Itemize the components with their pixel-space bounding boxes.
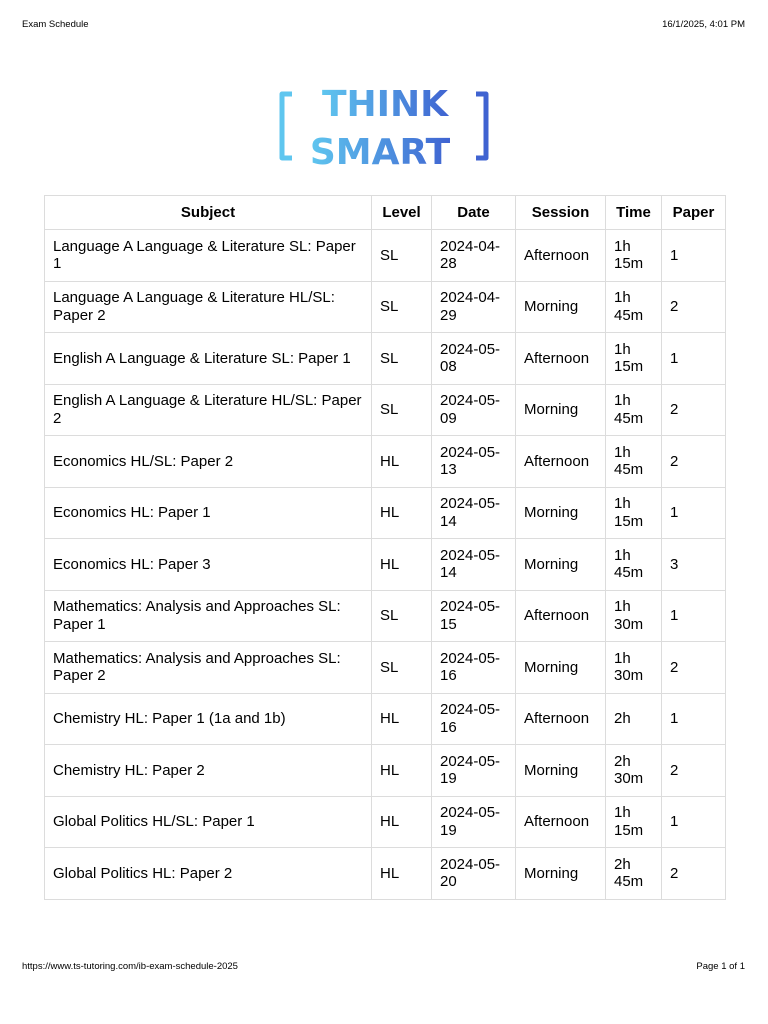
cell-date: 2024-04-29 xyxy=(432,281,516,333)
cell-level: SL xyxy=(372,281,432,333)
cell-time: 1h 15m xyxy=(606,333,662,385)
cell-paper: 1 xyxy=(662,230,726,282)
cell-time: 1h 45m xyxy=(606,436,662,488)
header-time: Time xyxy=(606,196,662,230)
cell-time: 1h 15m xyxy=(606,230,662,282)
cell-session: Morning xyxy=(516,745,606,797)
cell-subject: Chemistry HL: Paper 2 xyxy=(45,745,372,797)
cell-time: 1h 45m xyxy=(606,281,662,333)
cell-paper: 2 xyxy=(662,848,726,900)
cell-session: Morning xyxy=(516,281,606,333)
cell-time: 1h 15m xyxy=(606,796,662,848)
cell-session: Morning xyxy=(516,539,606,591)
cell-paper: 1 xyxy=(662,487,726,539)
header-date: Date xyxy=(432,196,516,230)
table-row xyxy=(45,642,726,694)
cell-time: 1h 30m xyxy=(606,642,662,694)
logo-right-bracket xyxy=(476,94,486,158)
cell-session: Morning xyxy=(516,642,606,694)
cell-session: Afternoon xyxy=(516,796,606,848)
cell-session: Morning xyxy=(516,848,606,900)
cell-time: 2h xyxy=(606,693,662,745)
cell-subject: Global Politics HL/SL: Paper 1 xyxy=(45,796,372,848)
print-footer-page: Page 1 of 1 xyxy=(696,961,745,972)
cell-paper: 2 xyxy=(662,281,726,333)
cell-date: 2024-05-09 xyxy=(432,384,516,436)
table-header-row xyxy=(45,196,726,230)
cell-level: HL xyxy=(372,745,432,797)
table-row xyxy=(45,745,726,797)
cell-level: HL xyxy=(372,796,432,848)
cell-subject: Mathematics: Analysis and Approaches SL: Paper 1 xyxy=(45,590,372,642)
cell-session: Afternoon xyxy=(516,230,606,282)
cell-paper: 1 xyxy=(662,693,726,745)
table-row xyxy=(45,693,726,745)
table-row xyxy=(45,436,726,488)
table-row xyxy=(45,487,726,539)
cell-paper: 2 xyxy=(662,436,726,488)
header-subject: Subject xyxy=(45,196,372,230)
cell-level: SL xyxy=(372,590,432,642)
cell-date: 2024-05-20 xyxy=(432,848,516,900)
cell-date: 2024-05-14 xyxy=(432,487,516,539)
cell-date: 2024-05-16 xyxy=(432,642,516,694)
logo-line1: THINK xyxy=(321,84,449,125)
table-row xyxy=(45,384,726,436)
table-body xyxy=(45,230,726,900)
cell-paper: 1 xyxy=(662,796,726,848)
cell-session: Morning xyxy=(516,487,606,539)
cell-date: 2024-05-19 xyxy=(432,745,516,797)
header-level: Level xyxy=(372,196,432,230)
logo-left-bracket xyxy=(282,94,292,158)
cell-level: SL xyxy=(372,230,432,282)
print-footer-url: https://www.ts-tutoring.com/ib-exam-schedule-2025 xyxy=(22,961,238,972)
cell-paper: 2 xyxy=(662,642,726,694)
exam-schedule-table xyxy=(44,195,726,900)
cell-level: HL xyxy=(372,693,432,745)
print-header-title: Exam Schedule xyxy=(22,19,89,30)
logo-graphic xyxy=(278,78,490,170)
cell-date: 2024-04-28 xyxy=(432,230,516,282)
cell-subject: Economics HL: Paper 1 xyxy=(45,487,372,539)
cell-time: 1h 30m xyxy=(606,590,662,642)
cell-session: Afternoon xyxy=(516,436,606,488)
table-row xyxy=(45,539,726,591)
cell-time: 2h 45m xyxy=(606,848,662,900)
cell-level: SL xyxy=(372,333,432,385)
cell-session: Afternoon xyxy=(516,693,606,745)
header-session: Session xyxy=(516,196,606,230)
table-row xyxy=(45,848,726,900)
cell-subject: Mathematics: Analysis and Approaches SL: Paper 2 xyxy=(45,642,372,694)
table-row xyxy=(45,796,726,848)
cell-subject: Language A Language & Literature SL: Paper 1 xyxy=(45,230,372,282)
cell-session: Afternoon xyxy=(516,333,606,385)
cell-date: 2024-05-13 xyxy=(432,436,516,488)
cell-subject: English A Language & Literature HL/SL: Paper 2 xyxy=(45,384,372,436)
print-header xyxy=(22,19,745,30)
cell-level: HL xyxy=(372,487,432,539)
cell-level: SL xyxy=(372,642,432,694)
cell-subject: Economics HL: Paper 3 xyxy=(45,539,372,591)
cell-subject: Global Politics HL: Paper 2 xyxy=(45,848,372,900)
cell-date: 2024-05-14 xyxy=(432,539,516,591)
table-row xyxy=(45,281,726,333)
cell-session: Afternoon xyxy=(516,590,606,642)
think-smart-logo xyxy=(278,78,490,170)
cell-subject: Economics HL/SL: Paper 2 xyxy=(45,436,372,488)
cell-level: HL xyxy=(372,848,432,900)
cell-subject: Language A Language & Literature HL/SL: Paper 2 xyxy=(45,281,372,333)
cell-level: SL xyxy=(372,384,432,436)
cell-session: Morning xyxy=(516,384,606,436)
table-row xyxy=(45,230,726,282)
cell-subject: Chemistry HL: Paper 1 (1a and 1b) xyxy=(45,693,372,745)
cell-level: HL xyxy=(372,539,432,591)
cell-paper: 2 xyxy=(662,745,726,797)
cell-level: HL xyxy=(372,436,432,488)
header-paper: Paper xyxy=(662,196,726,230)
cell-paper: 2 xyxy=(662,384,726,436)
cell-time: 2h 30m xyxy=(606,745,662,797)
cell-date: 2024-05-15 xyxy=(432,590,516,642)
cell-paper: 1 xyxy=(662,333,726,385)
cell-time: 1h 45m xyxy=(606,539,662,591)
logo-line2: SMART xyxy=(309,132,451,170)
table-row xyxy=(45,590,726,642)
print-footer xyxy=(22,961,745,972)
cell-paper: 1 xyxy=(662,590,726,642)
cell-date: 2024-05-16 xyxy=(432,693,516,745)
print-header-datetime: 16/1/2025, 4:01 PM xyxy=(662,19,745,30)
cell-time: 1h 45m xyxy=(606,384,662,436)
cell-paper: 3 xyxy=(662,539,726,591)
table-row xyxy=(45,333,726,385)
cell-date: 2024-05-19 xyxy=(432,796,516,848)
cell-time: 1h 15m xyxy=(606,487,662,539)
cell-date: 2024-05-08 xyxy=(432,333,516,385)
cell-subject: English A Language & Literature SL: Paper 1 xyxy=(45,333,372,385)
